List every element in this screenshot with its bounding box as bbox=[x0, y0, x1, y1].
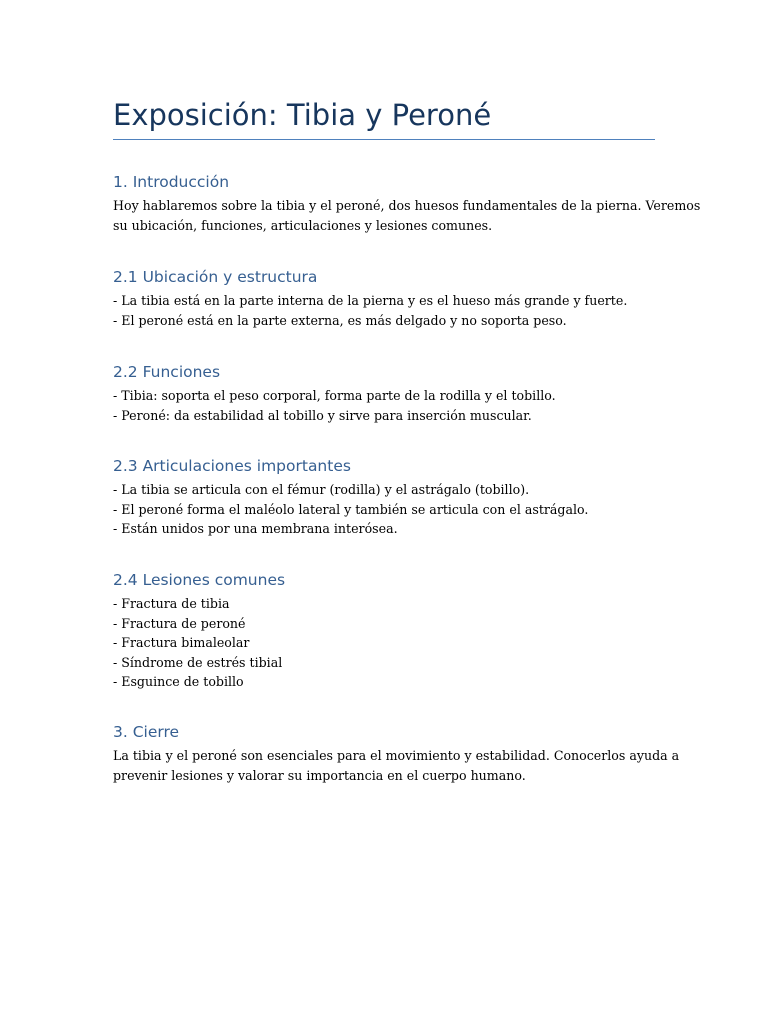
text-line: su ubicación, funciones, articulaciones y lesiones comunes. bbox=[113, 217, 493, 233]
section-heading: 2.3 Articulaciones importantes bbox=[113, 457, 351, 475]
title-underline bbox=[113, 139, 655, 140]
text-line: - El peroné está en la parte externa, es más delgado y no soporta peso. bbox=[113, 312, 567, 328]
text-line: - Están unidos por una membrana interósea. bbox=[113, 521, 398, 536]
document-title: Exposición: Tibia y Peroné bbox=[113, 98, 492, 132]
text-line: - Esguince de tobillo bbox=[113, 674, 244, 689]
section-ubicacion bbox=[113, 266, 653, 330]
text-line: prevenir lesiones y valorar su importancia en el cuerpo humano. bbox=[113, 767, 526, 783]
section-funciones bbox=[113, 361, 653, 425]
text-line: - Síndrome de estrés tibial bbox=[113, 654, 283, 670]
section-heading: 3. Cierre bbox=[113, 723, 180, 741]
text-line: - Fractura de peroné bbox=[113, 615, 246, 631]
section-heading: 1. Introducción bbox=[113, 173, 230, 191]
section-body bbox=[113, 480, 653, 539]
section-body bbox=[113, 196, 701, 235]
text-line: Hoy hablaremos sobre la tibia y el peroné, dos huesos fundamentales de la pierna. Veremos bbox=[113, 198, 701, 213]
section-body bbox=[113, 291, 653, 330]
section-heading: 2.1 Ubicación y estructura bbox=[113, 268, 318, 286]
section-heading: 2.2 Funciones bbox=[113, 363, 221, 381]
section-introduccion bbox=[113, 171, 701, 235]
section-body bbox=[113, 746, 680, 785]
text-line: - El peroné forma el maléolo lateral y también se articula con el astrágalo. bbox=[113, 501, 589, 517]
text-line: - Tibia: soporta el peso corporal, forma parte de la rodilla y el tobillo. bbox=[113, 388, 556, 403]
section-body bbox=[113, 594, 653, 692]
text-line: - Fractura bimaleolar bbox=[113, 635, 250, 650]
text-line: - La tibia se articula con el fémur (rodilla) y el astrágalo (tobillo). bbox=[113, 482, 530, 497]
section-articulaciones bbox=[113, 455, 653, 539]
text-line: - La tibia está en la parte interna de la pierna y es el hueso más grande y fuerte. bbox=[113, 293, 628, 308]
section-lesiones bbox=[113, 569, 653, 692]
section-body bbox=[113, 386, 653, 425]
section-heading: 2.4 Lesiones comunes bbox=[113, 571, 286, 589]
text-line: - Peroné: da estabilidad al tobillo y sirve para inserción muscular. bbox=[113, 407, 532, 423]
text-line: - Fractura de tibia bbox=[113, 596, 230, 611]
text-line: La tibia y el peroné son esenciales para el movimiento y estabilidad. Conocerlos ayuda a bbox=[113, 748, 680, 763]
section-cierre bbox=[113, 721, 680, 785]
